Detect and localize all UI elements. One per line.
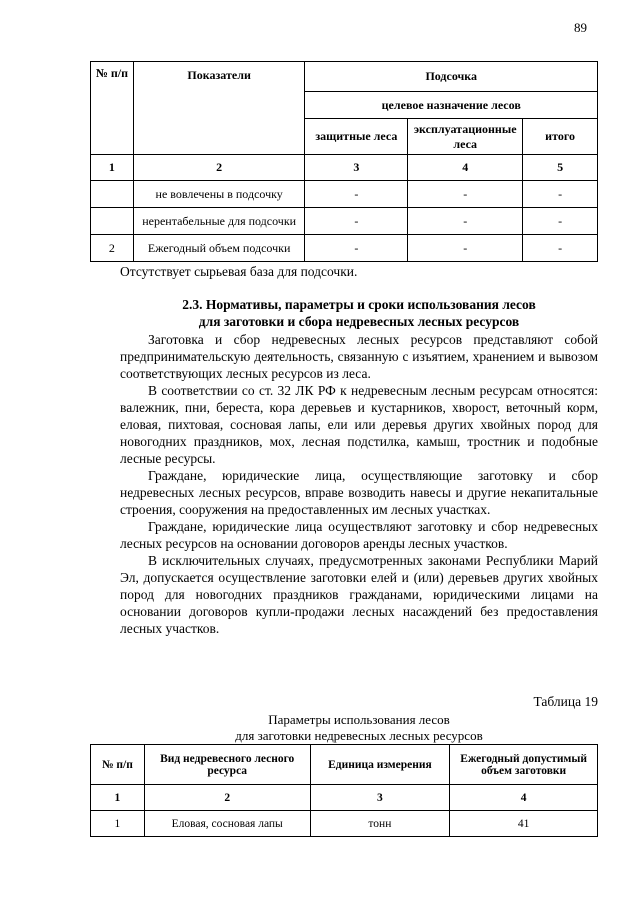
header-resource: Вид недревесного лесного ресурса xyxy=(144,745,310,785)
row-unit: тонн xyxy=(310,811,450,837)
index-cell: 3 xyxy=(305,155,408,181)
row-value: - xyxy=(305,235,408,262)
page-number: 89 xyxy=(574,20,587,35)
nontimber-resources-table xyxy=(90,744,598,837)
row-num: 1 xyxy=(91,811,145,837)
paragraph: В исключительных случаях, предусмотренных законами Республики Марий Эл, допускается осуществление заготовки елей и (или) деревьев других хвойных пород для новогодних праздников гражданами, юридическими лицами на основании договоров купли-продажи лесных насаждений без предоставления лесных участков. xyxy=(120,553,598,636)
row-name: нерентабельные для подсочки xyxy=(133,208,305,235)
row-value: - xyxy=(305,181,408,208)
paragraph: Граждане, юридические лица, осуществляющие заготовку и сбор недревесных лесных ресурсов, вправе возводить навесы и другие некапитальные строения, сооружения на предоставленных им лесных участках. xyxy=(120,468,598,517)
index-cell: 1 xyxy=(91,785,145,811)
row-num xyxy=(91,181,134,208)
header-unit: Единица измерения xyxy=(310,745,450,785)
index-cell: 3 xyxy=(310,785,450,811)
row-volume: 41 xyxy=(450,811,598,837)
index-cell: 5 xyxy=(523,155,598,181)
section-heading-line1: 2.3. Нормативы, параметры и сроки использования лесов xyxy=(182,297,536,312)
index-cell: 2 xyxy=(144,785,310,811)
table-title xyxy=(120,712,598,744)
row-resource: Еловая, сосновая лапы xyxy=(144,811,310,837)
header-indicators: Показатели xyxy=(133,62,305,155)
row-value: - xyxy=(305,208,408,235)
table-note: Отсутствует сырьевая база для подсочки. xyxy=(120,264,358,279)
header-exploitation: эксплуатационные леса xyxy=(408,119,523,155)
index-cell: 4 xyxy=(450,785,598,811)
table-label: Таблица 19 xyxy=(533,694,598,709)
podsochka-table xyxy=(90,61,598,262)
paragraph: Граждане, юридические лица осуществляют заготовку и сбор недревесных лесных ресурсов на основании договоров аренды лесных участков. xyxy=(120,519,598,551)
header-num: № п/п xyxy=(91,62,134,155)
table-row xyxy=(91,181,598,208)
table-title-line2: для заготовки недревесных лесных ресурсов xyxy=(235,728,483,743)
header-purpose: целевое назначение лесов xyxy=(305,92,598,119)
paragraph: В соответствии со ст. 32 ЛК РФ к недревесным лесным ресурсам относятся: валежник, пни, береста, кора деревьев и кустарников, хворост, веточный корм, еловая, пихтовая, сосновая лапы, ели или деревья других хвойных пород для новогодних праздников, мох, лесная подстилка, камыш, тростник и подобные лесные ресурсы. xyxy=(120,383,598,466)
table-row xyxy=(91,208,598,235)
header-protective: защитные леса xyxy=(305,119,408,155)
row-value: - xyxy=(408,208,523,235)
index-cell: 1 xyxy=(91,155,134,181)
row-value: - xyxy=(523,208,598,235)
table-row xyxy=(91,235,598,262)
row-value: - xyxy=(523,235,598,262)
header-num: № п/п xyxy=(91,745,145,785)
section-body xyxy=(120,331,598,637)
header-volume: Ежегодный допустимый объем заготовки xyxy=(450,745,598,785)
table-row xyxy=(91,811,598,837)
paragraph: Заготовка и сбор недревесных лесных ресурсов представляют собой предпринимательскую деятельность, связанную с изъятием, хранением и вывозом соответствующих лесных ресурсов из леса. xyxy=(120,332,598,381)
row-num: 2 xyxy=(91,235,134,262)
index-cell: 2 xyxy=(133,155,305,181)
row-value: - xyxy=(408,181,523,208)
section-heading-line2: для заготовки и сбора недревесных лесных ресурсов xyxy=(198,314,520,329)
index-cell: 4 xyxy=(408,155,523,181)
row-value: - xyxy=(523,181,598,208)
row-num xyxy=(91,208,134,235)
row-name: Ежегодный объем подсочки xyxy=(133,235,305,262)
table-title-line1: Параметры использования лесов xyxy=(268,712,450,727)
row-name: не вовлечены в подсочку xyxy=(133,181,305,208)
header-total: итого xyxy=(523,119,598,155)
row-value: - xyxy=(408,235,523,262)
header-podsochka: Подсочка xyxy=(305,62,598,92)
